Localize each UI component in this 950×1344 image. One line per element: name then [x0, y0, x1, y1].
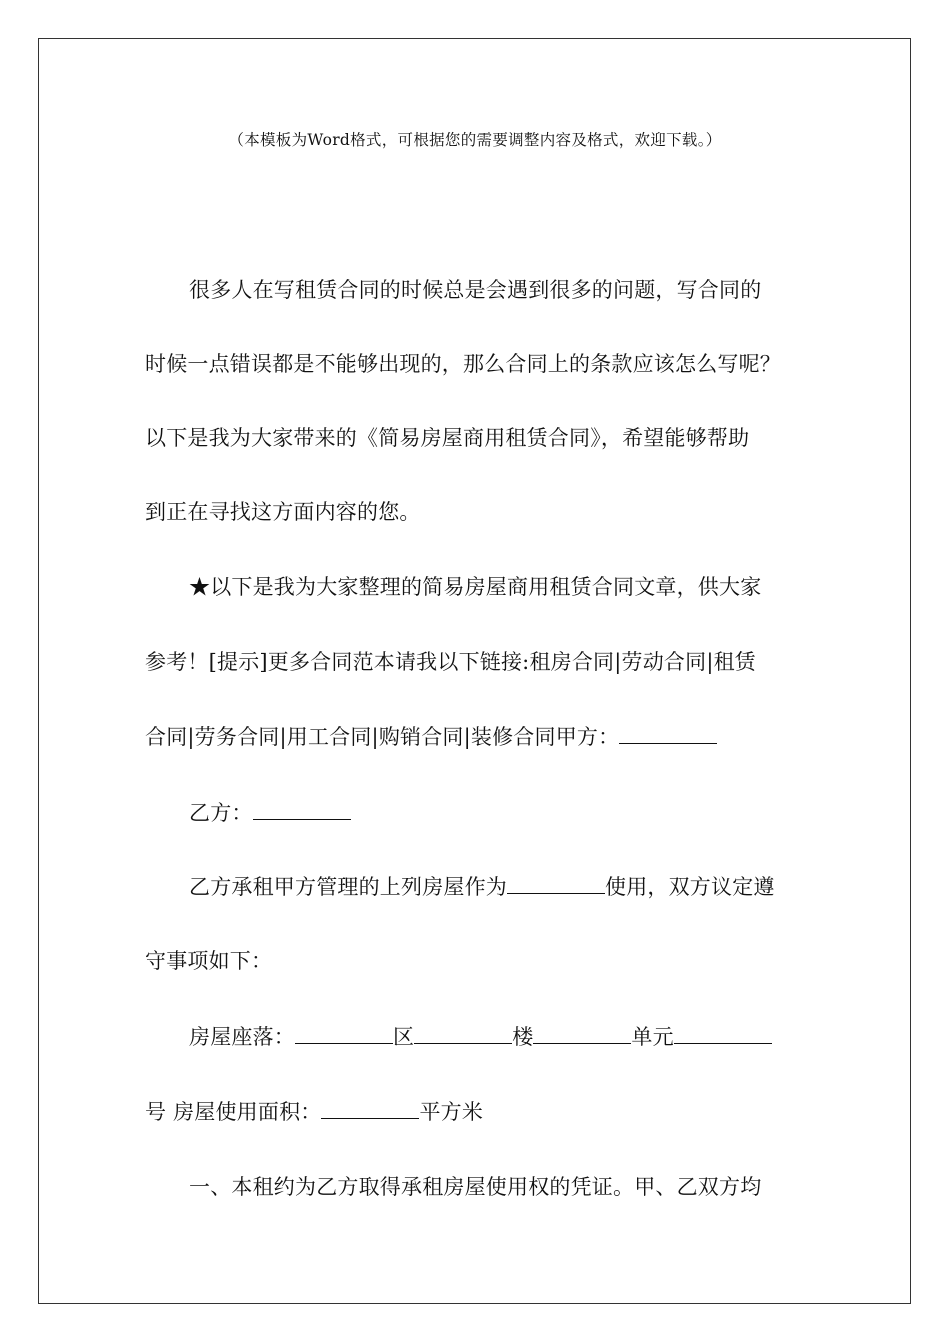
- district-blank: [414, 1023, 512, 1044]
- paragraph-line: 一、本租约为乙方取得承租房屋使用权的凭证。甲、乙双方均: [189, 1175, 762, 1199]
- party-b-label: 乙方：: [189, 801, 253, 825]
- paragraph-line: ★以下是我为大家整理的简易房屋商用租赁合同文章，供大家: [189, 575, 762, 599]
- paragraph-line: 到正在寻找这方面内容的您。: [145, 500, 421, 524]
- paragraph-line: 时候一点错误都是不能够出现的，那么合同上的条款应该怎么写呢？: [145, 352, 781, 376]
- party-a-line: [145, 723, 717, 751]
- template-note: （本模板为Word格式，可根据您的需要调整内容及格式，欢迎下载。）: [228, 131, 722, 149]
- area-label: 号 房屋使用面积：: [145, 1100, 322, 1124]
- area-blank: [321, 1098, 419, 1119]
- party-b-blank: [253, 799, 351, 820]
- unit-blank: [674, 1023, 772, 1044]
- location-label: 房屋座落：: [189, 1025, 295, 1049]
- location-blank: [295, 1023, 393, 1044]
- paragraph-line: 守事项如下：: [145, 949, 273, 973]
- usage-text-tail: 使用，双方议定遵: [605, 875, 775, 899]
- building-blank: [533, 1023, 631, 1044]
- paragraph-line: 以下是我为大家带来的《简易房屋商用租赁合同》，希望能够帮助: [145, 426, 750, 450]
- paragraph-line: 参考！[提示]更多合同范本请我以下链接:租房合同|劳动合同|租赁: [145, 650, 757, 674]
- area-unit: 平方米: [419, 1100, 484, 1124]
- party-b-line: [189, 799, 351, 827]
- usage-blank: [507, 873, 605, 894]
- paragraph-text: 合同|劳务合同|用工合同|购销合同|装修合同甲方：: [145, 725, 620, 749]
- building-label: 楼: [512, 1025, 534, 1049]
- party-a-blank: [619, 723, 717, 744]
- paragraph-line: 很多人在写租赁合同的时候总是会遇到很多的问题，写合同的: [189, 278, 762, 302]
- usage-text: 乙方承租甲方管理的上列房屋作为: [189, 875, 507, 899]
- location-line: [189, 1023, 772, 1051]
- usage-line: [189, 873, 775, 901]
- area-line: [145, 1098, 483, 1126]
- unit-label: 单元: [631, 1025, 674, 1049]
- district-label: 区: [393, 1025, 415, 1049]
